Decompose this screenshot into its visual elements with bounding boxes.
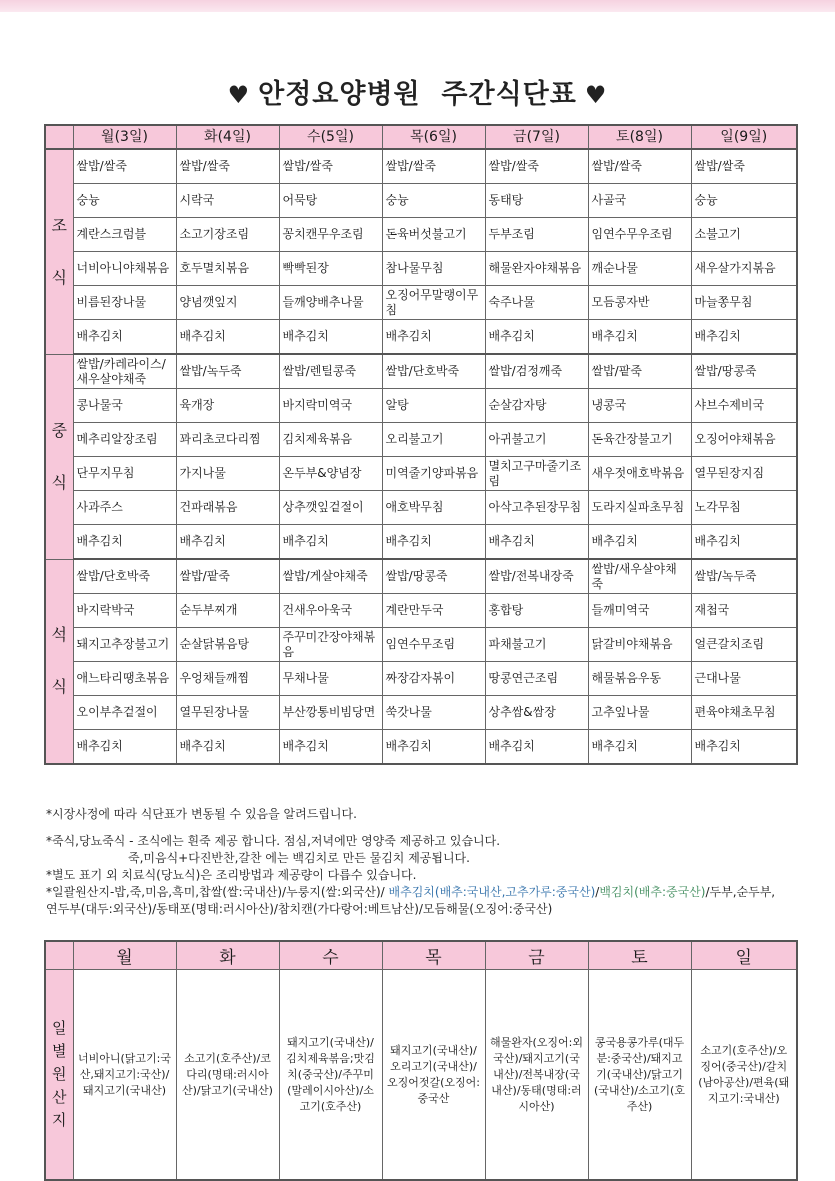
- menu-cell: 배추김치: [691, 320, 797, 355]
- menu-cell: 쌀밥/쌀죽: [588, 149, 691, 184]
- menu-cell: 쌀밥/검정깨죽: [485, 354, 588, 389]
- menu-cell: 단무지무침: [73, 457, 176, 491]
- menu-cell: 얼큰갈치조림: [691, 628, 797, 662]
- menu-cell: 쌀밥/쌀죽: [382, 149, 485, 184]
- heart-icon: ♥: [227, 81, 251, 109]
- menu-cell: 쌀밥/팥죽: [588, 354, 691, 389]
- menu-cell: 두부조림: [485, 218, 588, 252]
- menu-row: [45, 525, 797, 560]
- menu-cell: 재첩국: [691, 594, 797, 628]
- menu-cell: 배추김치: [691, 525, 797, 560]
- menu-cell: 꽈리초코다리찜: [176, 423, 279, 457]
- menu-cell: 동태탕: [485, 184, 588, 218]
- origin-cell: 너비아니(닭고기:국산,돼지고기:국산)/돼지고기(국내산): [73, 970, 176, 1181]
- origin-header-row: [45, 941, 797, 970]
- menu-cell: 사과주스: [73, 491, 176, 525]
- menu-cell: 쌀밥/게살야채죽: [279, 559, 382, 594]
- menu-cell: 쌀밥/녹두죽: [691, 559, 797, 594]
- menu-cell: 계란스크럼블: [73, 218, 176, 252]
- menu-cell: 상추쌈&쌈장: [485, 696, 588, 730]
- note-price-change: *시장사정에 따라 식단표가 변동될 수 있음을 알려드립니다.: [46, 807, 357, 821]
- menu-cell: 배추김치: [382, 525, 485, 560]
- menu-cell: 양념깻잎지: [176, 286, 279, 320]
- menu-cell: 배추김치: [382, 730, 485, 765]
- origin-day-header: 월: [73, 941, 176, 970]
- menu-cell: 배추김치: [73, 525, 176, 560]
- menu-cell: 들깨양배추나물: [279, 286, 382, 320]
- origin-day-header: 금: [485, 941, 588, 970]
- menu-cell: 쌀밥/쌀죽: [691, 149, 797, 184]
- menu-cell: 배추김치: [485, 320, 588, 355]
- page-title: [0, 72, 835, 111]
- menu-cell: 오리불고기: [382, 423, 485, 457]
- menu-cell: 비름된장나물: [73, 286, 176, 320]
- menu-row: [45, 184, 797, 218]
- menu-cell: 배추김치: [588, 320, 691, 355]
- menu-cell: 어묵탕: [279, 184, 382, 218]
- menu-cell: 노각무침: [691, 491, 797, 525]
- menu-cell: 아삭고추된장무침: [485, 491, 588, 525]
- menu-cell: 무채나물: [279, 662, 382, 696]
- menu-cell: 쌀밥/쌀죽: [176, 149, 279, 184]
- menu-cell: 콩나물국: [73, 389, 176, 423]
- menu-cell: 쌀밥/쌀죽: [73, 149, 176, 184]
- menu-cell: 열무된장나물: [176, 696, 279, 730]
- menu-row: [45, 149, 797, 184]
- origin-day-header: 토: [588, 941, 691, 970]
- menu-cell: 빡빡된장: [279, 252, 382, 286]
- menu-cell: 배추김치: [588, 525, 691, 560]
- origin-day-header: 일: [691, 941, 797, 970]
- origin-cell: 해물완자(오징어:외국산)/돼지고기(국내산)/전복내장(국내산)/동태(명태:러시아산): [485, 970, 588, 1181]
- menu-cell: 애느타리땡초볶음: [73, 662, 176, 696]
- menu-cell: 멸치고구마줄기조림: [485, 457, 588, 491]
- menu-cell: 숭늉: [382, 184, 485, 218]
- top-decorative-band: [0, 0, 835, 12]
- note-kimchi: 죽,미음식+다진반찬,갈찬 에는 백김치로 만든 물김치 제공됩니다.: [128, 851, 470, 865]
- menu-cell: 해물볶음우동: [588, 662, 691, 696]
- menu-cell: 순살닭볶음탕: [176, 628, 279, 662]
- day-header: 수(5일): [279, 125, 382, 149]
- meal-label: 석 식: [45, 559, 73, 764]
- menu-cell: 쌀밥/땅콩죽: [691, 354, 797, 389]
- menu-cell: 애호박무침: [382, 491, 485, 525]
- menu-cell: 배추김치: [279, 525, 382, 560]
- menu-cell: 오이부추겉절이: [73, 696, 176, 730]
- origin-cell: 콩국용콩가루(대두분:중국산)/돼지고기(국내산)/닭고기(국내산)/소고기(호주산): [588, 970, 691, 1181]
- menu-cell: 배추김치: [279, 730, 382, 765]
- page-title-text: 안정요양병원 주간식단표: [258, 79, 577, 110]
- menu-row: [45, 628, 797, 662]
- origin-label-text: 일 별 원 산 지: [52, 1019, 67, 1129]
- note-therapy-diet: *별도 표기 외 치료식(당뇨식)은 조리방법과 제공량이 다릅수 있습니다.: [46, 868, 417, 882]
- menu-cell: 쌀밥/렌틸콩죽: [279, 354, 382, 389]
- menu-cell: 부산깡통비빔당면: [279, 696, 382, 730]
- menu-cell: 순두부찌개: [176, 594, 279, 628]
- menu-cell: 들깨미역국: [588, 594, 691, 628]
- menu-cell: 온두부&양념장: [279, 457, 382, 491]
- menu-cell: 미역줄기양파볶음: [382, 457, 485, 491]
- note-origin-part: *일괄원산지-밥,죽,미음,흑미,찹쌀(쌀:국내산)/누룽지(쌀:외국산)/: [46, 885, 389, 899]
- menu-cell: 너비아니야채볶음: [73, 252, 176, 286]
- menu-cell: 오징어무말랭이무침: [382, 286, 485, 320]
- menu-cell: 사골국: [588, 184, 691, 218]
- menu-cell: 쌀밥/단호박죽: [73, 559, 176, 594]
- menu-header-corner: [45, 125, 73, 149]
- menu-cell: 건새우아욱국: [279, 594, 382, 628]
- menu-row: [45, 423, 797, 457]
- menu-header-row: [45, 125, 797, 149]
- menu-cell: 배추김치: [176, 320, 279, 355]
- menu-row: [45, 252, 797, 286]
- menu-cell: 배추김치: [176, 525, 279, 560]
- origin-day-header: 수: [279, 941, 382, 970]
- origin-cell: 돼지고기(국내산)/김치제육볶음;맛김치(중국산)/주꾸미(말레이시아산)/소고기(호주산): [279, 970, 382, 1181]
- menu-cell: 쌀밥/단호박죽: [382, 354, 485, 389]
- menu-cell: 임연수무조림: [382, 628, 485, 662]
- note-origin-continued: 연두부(대두:외국산)/동태포(명태:러시아산)/참치캔(가다랑어:베트남산)/모듬해물(오징어:중국산): [46, 902, 553, 916]
- menu-cell: 돼지고추장불고기: [73, 628, 176, 662]
- menu-cell: 아귀불고기: [485, 423, 588, 457]
- menu-cell: 해물완자야채볶음: [485, 252, 588, 286]
- menu-row: [45, 320, 797, 355]
- menu-row: [45, 696, 797, 730]
- menu-cell: 메추리알장조림: [73, 423, 176, 457]
- menu-row: [45, 662, 797, 696]
- menu-cell: 소불고기: [691, 218, 797, 252]
- weekly-menu-table: [44, 124, 798, 765]
- menu-cell: 새우젓애호박볶음: [588, 457, 691, 491]
- origin-cell: 소고기(호주산)/오징어(중국산)/갈치(남아공산)/편육(돼지고기:국내산): [691, 970, 797, 1181]
- menu-row: [45, 559, 797, 594]
- menu-cell: 도라지실파초무침: [588, 491, 691, 525]
- origin-cell: 돼지고기(국내산)/오리고기(국내산)/오징어젓갈(오징어:중국산: [382, 970, 485, 1181]
- menu-cell: 배추김치: [691, 730, 797, 765]
- note-origin-kimchi: 배추김치(배추:국내산,고추가루:중국산): [388, 885, 596, 899]
- day-header: 토(8일): [588, 125, 691, 149]
- menu-cell: 새우살가지볶음: [691, 252, 797, 286]
- menu-cell: 시락국: [176, 184, 279, 218]
- menu-cell: 계란만두국: [382, 594, 485, 628]
- origin-row: [45, 970, 797, 1181]
- menu-cell: 숭늉: [691, 184, 797, 218]
- menu-row: [45, 354, 797, 389]
- menu-cell: 열무된장지짐: [691, 457, 797, 491]
- origin-day-header: 목: [382, 941, 485, 970]
- menu-cell: 쑥갓나물: [382, 696, 485, 730]
- menu-cell: 오징어야채볶음: [691, 423, 797, 457]
- menu-row: [45, 218, 797, 252]
- menu-cell: 꽁치캔무우조림: [279, 218, 382, 252]
- menu-cell: 바지락미역국: [279, 389, 382, 423]
- menu-cell: 주꾸미간장야채볶음: [279, 628, 382, 662]
- menu-cell: 쌀밥/땅콩죽: [382, 559, 485, 594]
- menu-cell: 쌀밥/쌀죽: [279, 149, 382, 184]
- notes-section: [46, 806, 806, 918]
- menu-cell: 참나물무침: [382, 252, 485, 286]
- note-porridge: *죽식,당뇨죽식 - 조식에는 흰죽 제공 합니다. 점심,저녁에만 영양죽 제공하고 있습니다.: [46, 834, 501, 848]
- menu-cell: 마늘쫑무침: [691, 286, 797, 320]
- menu-cell: 순살감자탕: [485, 389, 588, 423]
- origin-day-header: 화: [176, 941, 279, 970]
- menu-cell: 냉콩국: [588, 389, 691, 423]
- menu-cell: 임연수무우조림: [588, 218, 691, 252]
- menu-row: [45, 286, 797, 320]
- menu-cell: 모듬콩자반: [588, 286, 691, 320]
- menu-cell: 근대나물: [691, 662, 797, 696]
- note-origin-white-kimchi: 백김치(배추:중국산): [599, 885, 706, 899]
- heart-icon: ♥: [584, 81, 608, 109]
- menu-cell: 돈육버섯불고기: [382, 218, 485, 252]
- origin-row-label: [45, 970, 73, 1181]
- day-header: 목(6일): [382, 125, 485, 149]
- menu-cell: 샤브수제비국: [691, 389, 797, 423]
- menu-cell: 쌀밥/전복내장죽: [485, 559, 588, 594]
- menu-cell: 고추잎나물: [588, 696, 691, 730]
- day-header: 금(7일): [485, 125, 588, 149]
- menu-cell: 배추김치: [176, 730, 279, 765]
- menu-cell: 쌀밥/쌀죽: [485, 149, 588, 184]
- menu-cell: 숭늉: [73, 184, 176, 218]
- menu-cell: 배추김치: [382, 320, 485, 355]
- menu-cell: 건파래볶음: [176, 491, 279, 525]
- day-header: 월(3일): [73, 125, 176, 149]
- menu-cell: 상추깻잎겉절이: [279, 491, 382, 525]
- meal-label: 조 식: [45, 149, 73, 354]
- menu-cell: 짜장감자볶이: [382, 662, 485, 696]
- menu-cell: 파채불고기: [485, 628, 588, 662]
- menu-cell: 배추김치: [279, 320, 382, 355]
- menu-cell: 배추김치: [485, 730, 588, 765]
- origin-cell: 소고기(호주산)/코다리(명태:러시아산)/닭고기(국내산): [176, 970, 279, 1181]
- note-origin-sep: /: [595, 885, 600, 899]
- daily-origin-table: [44, 940, 798, 1181]
- menu-cell: 김치제육볶음: [279, 423, 382, 457]
- menu-cell: 편육야채초무침: [691, 696, 797, 730]
- menu-cell: 쌀밥/팥죽: [176, 559, 279, 594]
- note-origin-part: /두부,순두부,: [705, 885, 776, 899]
- menu-row: [45, 457, 797, 491]
- menu-cell: 숙주나물: [485, 286, 588, 320]
- menu-cell: 배추김치: [73, 730, 176, 765]
- day-header: 일(9일): [691, 125, 797, 149]
- menu-cell: 배추김치: [73, 320, 176, 355]
- menu-row: [45, 389, 797, 423]
- origin-header-corner: [45, 941, 73, 970]
- menu-cell: 쌀밥/새우살야채죽: [588, 559, 691, 594]
- menu-cell: 알탕: [382, 389, 485, 423]
- menu-cell: 쌀밥/카레라이스/새우살야채죽: [73, 354, 176, 389]
- menu-cell: 배추김치: [588, 730, 691, 765]
- menu-row: [45, 730, 797, 765]
- day-header: 화(4일): [176, 125, 279, 149]
- meal-label: 중 식: [45, 354, 73, 559]
- menu-cell: 땅콩연근조림: [485, 662, 588, 696]
- menu-cell: 쌀밥/녹두죽: [176, 354, 279, 389]
- note-origin-general: [46, 884, 806, 901]
- menu-cell: 가지나물: [176, 457, 279, 491]
- menu-row: [45, 491, 797, 525]
- menu-cell: 닭갈비야채볶음: [588, 628, 691, 662]
- menu-cell: 돈육간장불고기: [588, 423, 691, 457]
- menu-cell: 호두멸치볶음: [176, 252, 279, 286]
- menu-cell: 깨순나물: [588, 252, 691, 286]
- menu-cell: 바지락박국: [73, 594, 176, 628]
- menu-cell: 소고기장조림: [176, 218, 279, 252]
- menu-cell: 배추김치: [485, 525, 588, 560]
- menu-cell: 우엉채들깨찜: [176, 662, 279, 696]
- menu-cell: 육개장: [176, 389, 279, 423]
- menu-cell: 홍합탕: [485, 594, 588, 628]
- menu-row: [45, 594, 797, 628]
